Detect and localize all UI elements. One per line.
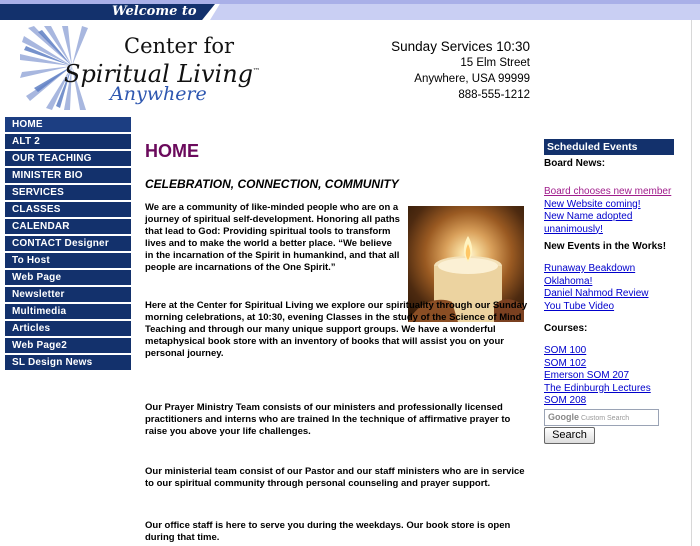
banner-light-bar [210,4,700,20]
board-link-new-member[interactable]: Board chooses new member [544,186,672,197]
scheduled-events-sidebar [544,139,674,441]
course-link-som-102[interactable]: SOM 102 [544,357,587,369]
page-subtitle: CELEBRATION, CONNECTION, COMMUNITY [145,177,399,191]
nav-item-newsletter[interactable]: Newsletter [5,287,131,302]
site-logo[interactable] [20,26,261,110]
page-title: HOME [145,141,199,161]
event-link-oklahoma[interactable]: Oklahoma! [544,275,593,287]
nav-item-alt-2[interactable]: ALT 2 [5,134,131,149]
contact-address-block [391,38,530,103]
nav-item-services[interactable]: SERVICES [5,185,131,200]
page-right-border [691,20,692,546]
search-placeholder: Custom Search [580,415,630,422]
intro-paragraph: We are a community of like-minded people who are on a journey of spiritual self-development. Honoring all paths that lead to God: Providing spiritual tools to transform lives and to make the world a better place. “We believe in the incarnation of the Spirit in humankind, and that all people are incarnations of the One Spirit.” [145,202,400,273]
nav-item-calendar[interactable]: CALENDAR [5,219,131,234]
course-links [544,345,674,408]
event-links [544,263,674,313]
nav-item-minister-bio[interactable]: MINISTER BIO [5,168,131,183]
trademark-mark: ™ [253,67,261,75]
event-link-daniel-nahmod[interactable]: Daniel Nahmod Review [544,288,649,299]
main-content [145,140,530,543]
nav-item-classes[interactable]: CLASSES [5,202,131,217]
nav-item-web-page[interactable]: Web Page [5,270,131,285]
welcome-text: Welcome to [112,4,197,19]
nav-item-to-host[interactable]: To Host [5,253,131,268]
courses-heading: Courses: [544,323,588,334]
nav-item-web-page2[interactable]: Web Page2 [5,338,131,353]
nav-item-multimedia[interactable]: Multimedia [5,304,131,319]
course-link-som-100[interactable]: SOM 100 [544,345,587,356]
street-address: 15 Elm Street [460,57,530,69]
nav-item-our-teaching[interactable]: OUR TEACHING [5,151,131,166]
about-paragraph: Here at the Center for Spiritual Living we explore our spirituality through our Sunday morning celebrations, at 10:30, evening Classes in the study of the Science of Mind Teaching and through our many unique support groups. We have a wonderful metaphysical book store with an inventory of books that will assist you on your personal journey. [145,300,528,359]
phone-number: 888-555-1212 [458,89,530,101]
course-link-edinburgh-lectures[interactable]: The Edinburgh Lectures [544,382,651,394]
logo-text-anywhere: Anywhere [110,83,207,105]
sunday-services-time: Sunday Services 10:30 [391,39,530,54]
board-link-new-name[interactable]: New Name adopted unanimously! [544,211,633,235]
scheduled-events-header: Scheduled Events [544,139,674,155]
nav-item-sl-design-news[interactable]: SL Design News [5,355,131,370]
course-link-emerson-som-207[interactable]: Emerson SOM 207 [544,370,630,381]
event-link-runaway-beakdown[interactable]: Runaway Beakdown [544,263,636,274]
banner-top-strip [0,0,700,4]
city-state-zip: Anywhere, USA 99999 [414,73,530,85]
logo-text-spiritual-living-main: Spiritual Living [64,60,254,88]
event-link-youtube-video[interactable]: You Tube Video [544,300,615,312]
ministerial-team-paragraph: Our ministerial team consist of our Pastor and our staff ministers who are in service to our spiritual community through personal counseling and prayer support. [145,466,525,489]
board-news-heading: Board News: [544,158,606,169]
prayer-ministry-paragraph: Our Prayer Ministry Team consists of our ministers and professionally licensed practitioners and interns who are trained In the technique of affirmative prayer to raise you above your life challenges. [145,402,511,437]
custom-search-input[interactable] [544,409,659,426]
new-events-heading: New Events in the Works! [544,241,667,252]
board-news-links [544,186,674,236]
search-button[interactable]: Search [544,427,595,444]
board-link-new-website[interactable]: New Website coming! [544,198,641,210]
course-link-som-208[interactable]: SOM 208 [544,395,587,406]
welcome-banner [0,0,700,20]
office-staff-paragraph: Our office staff is here to serve you during the weekdays. Our book store is open during that time. [145,520,511,543]
logo-text-center-for: Center for [124,34,235,58]
nav-item-contact-designer[interactable]: CONTACT Designer [5,236,131,251]
google-brand-label: Google [548,412,579,422]
nav-item-articles[interactable]: Articles [5,321,131,336]
main-navigation [5,117,131,372]
nav-item-home[interactable]: HOME [5,117,131,132]
